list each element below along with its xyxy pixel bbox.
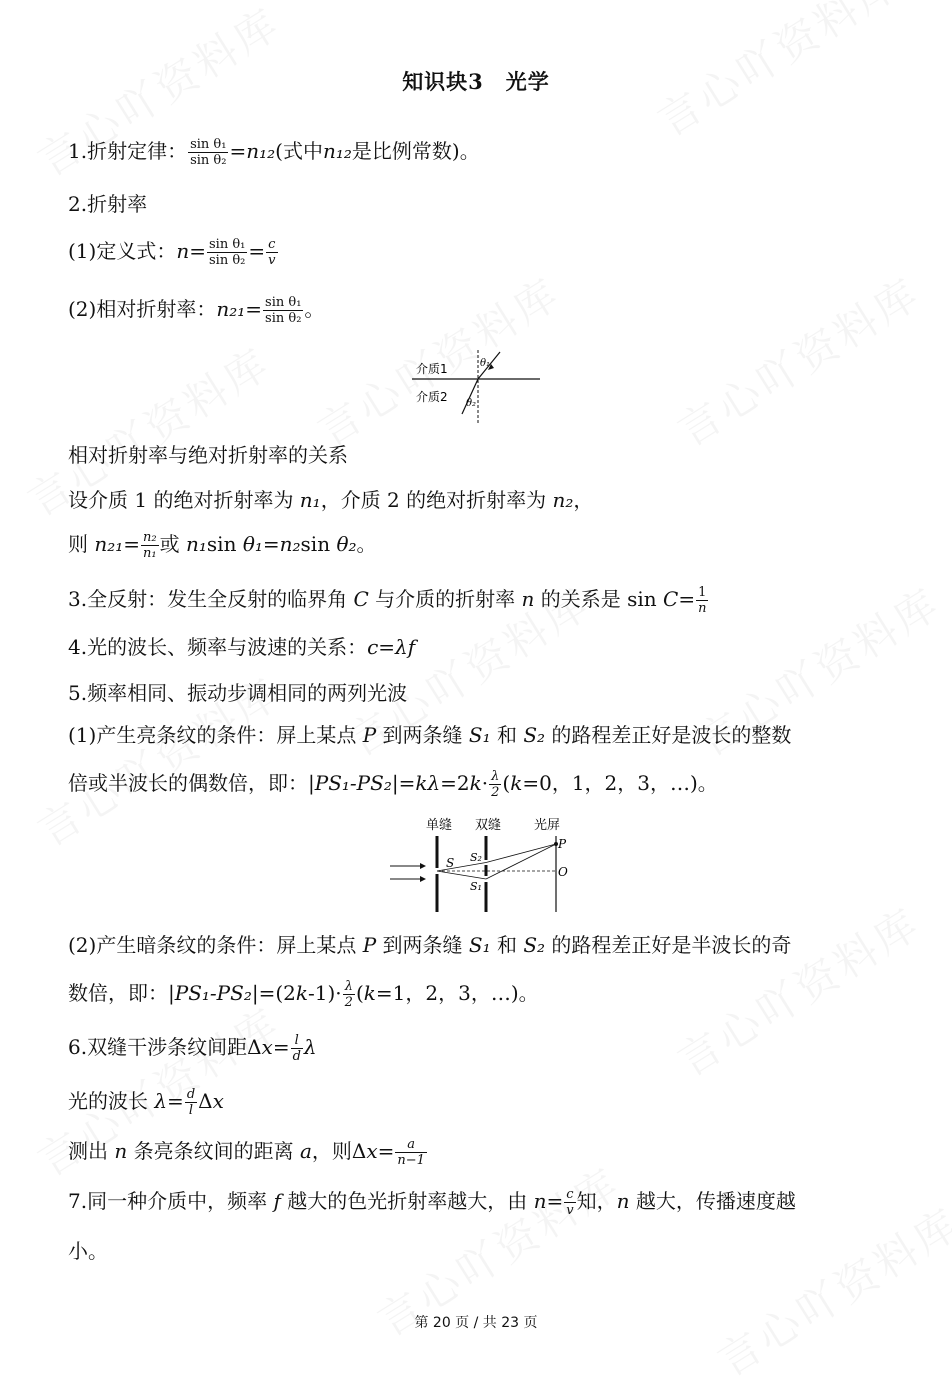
relation-line-2: 则 n₂₁= $\frac{\text{n₂}}{\text{n₁}}$ 或 n₁sin θ₁=n₂sin θ₂。 [68, 530, 377, 561]
watermark [665, 891, 931, 1088]
o-label: O [558, 865, 568, 879]
theta1-label: θ₁ [480, 358, 491, 369]
s2-label: S₂ [470, 851, 482, 864]
page-title: 知识块3 光学 [402, 69, 550, 94]
ray-s2-p [486, 844, 556, 863]
s-label: S [446, 856, 455, 870]
measure-formula: 测出 n 条亮条纹间的距离 a，则Δx= $\frac{a}{n-1}$ [68, 1137, 425, 1168]
medium1-label: 介质1 [416, 362, 448, 376]
theta2-label: θ₂ [466, 398, 477, 409]
ray-s1-p [486, 844, 556, 879]
total-reflection: 3.全反射：发生全反射的临界角 C 与介质的折射率 n 的关系是 sin C= $\frac{1}{n}$ [68, 585, 707, 616]
refractive-index-heading: 2.折射率 [68, 192, 148, 216]
same-medium-line-2: 小。 [68, 1239, 108, 1263]
same-medium-line-1: 7.同一种介质中，频率 f 越大的色光折射率越大，由 n= $\frac{c}{v}$ 知，n 越大，传播速度越 [68, 1187, 796, 1218]
refraction-law: 1.折射定律： $\frac{\text{sin θ₁}}{\text{sin θ₂}}$ =n₁₂(式中n₁₂是比例常数)。 [68, 137, 480, 168]
interference-heading: 5.频率相同、振动步调相同的两列光波 [68, 681, 408, 705]
single-slit-label: 单缝 [426, 818, 453, 833]
screen-label: 光屏 [534, 818, 561, 833]
relative-index-formula: (2)相对折射率：n₂₁= $\frac{\text{sin θ₁}}{\text{sin θ₂}}$ 。 [68, 295, 325, 326]
wavelength-formula: 光的波长 λ= $\frac{d}{l}$ Δx [68, 1087, 224, 1118]
dark-fringe-line-1: (2)产生暗条纹的条件：屏上某点 P 到两条缝 S₁ 和 S₂ 的路程差正好是半波长的奇 [68, 933, 792, 957]
p-label: P [558, 837, 567, 851]
arrow-icon [420, 876, 426, 882]
double-slit-diagram [386, 812, 576, 918]
page-footer: 第 20 页 / 共 23 页 [414, 1315, 538, 1331]
double-slit-label: 双缝 [475, 818, 502, 833]
ray-s-s1 [437, 871, 486, 879]
arrow-icon [420, 863, 426, 869]
watermark [705, 1191, 952, 1388]
refraction-diagram [412, 348, 542, 428]
bright-fringe-line-1: (1)产生亮条纹的条件：屏上某点 P 到两条缝 S₁ 和 S₂ 的路程差正好是波长的整数 [68, 723, 792, 747]
definition-formula: (1)定义式：n= $\frac{\text{sin θ₁}}{\text{sin θ₂}}$ = $\frac{c}{v}$ [68, 237, 276, 268]
relation-line-1: 设介质 1 的绝对折射率为 n₁，介质 2 的绝对折射率为 n₂， [68, 488, 594, 512]
watermark [665, 261, 931, 458]
fringe-spacing: 6.双缝干涉条纹间距Δx= $\frac{l}{d}$ λ [68, 1033, 317, 1064]
bright-fringe-line-2: 倍或半波长的偶数倍，即：|PS₁-PS₂|=kλ=2k· $\frac{\lambda}{2}$ (k=0，1，2，3，…)。 [68, 769, 718, 800]
dark-fringe-line-2: 数倍，即：|PS₁-PS₂|=(2k-1)· $\frac{\lambda}{2}$ (k=1，2，3，…)。 [68, 979, 539, 1010]
medium2-label: 介质2 [416, 390, 448, 404]
wave-relation: 4.光的波长、频率与波速的关系：c=λf [68, 635, 416, 659]
s1-label: S₁ [470, 880, 482, 893]
relation-heading: 相对折射率与绝对折射率的关系 [68, 443, 348, 467]
